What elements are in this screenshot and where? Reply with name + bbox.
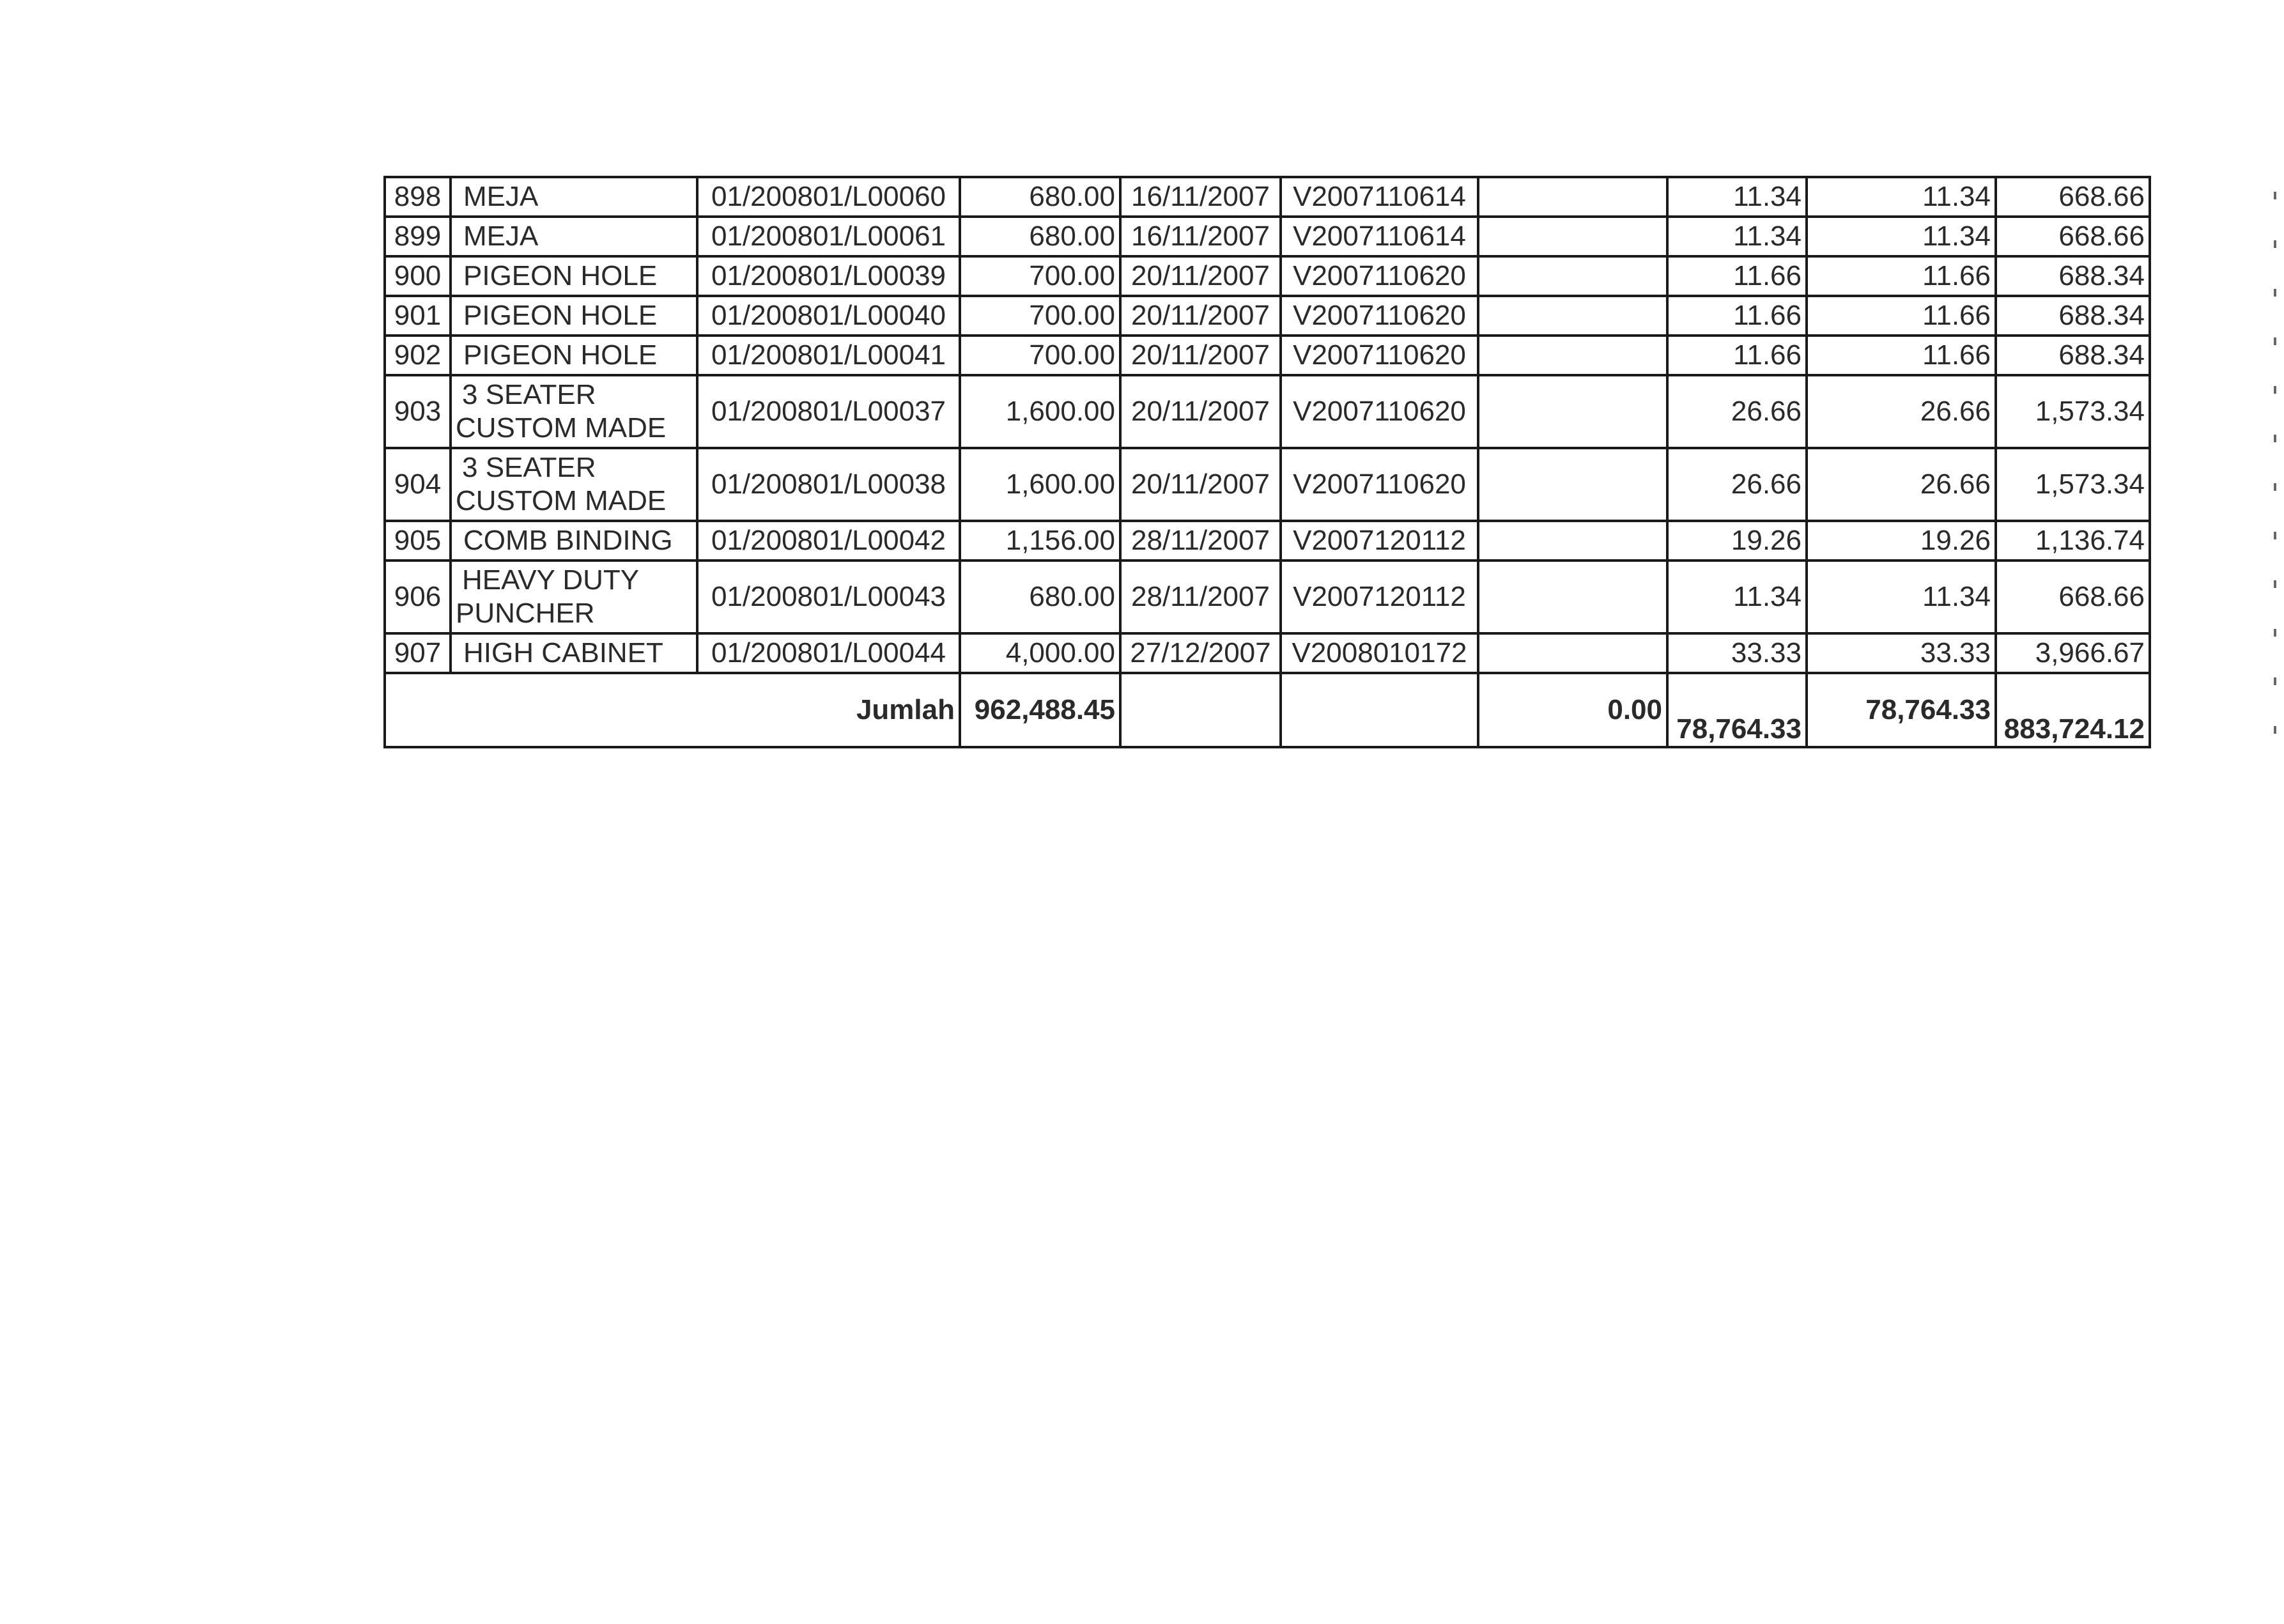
asset-code: 01/200801/L00040 bbox=[697, 296, 960, 336]
net-book-value: 1,573.34 bbox=[1996, 375, 2150, 448]
depreciation-current: 11.66 bbox=[1667, 296, 1807, 336]
scan-edge-marks bbox=[2274, 192, 2278, 767]
asset-description: MEJA bbox=[451, 177, 697, 217]
depreciation-current: 11.34 bbox=[1667, 217, 1807, 256]
row-number: 905 bbox=[385, 521, 451, 561]
depreciation-current: 26.66 bbox=[1667, 375, 1807, 448]
empty-cell bbox=[1281, 673, 1478, 747]
cost-value: 700.00 bbox=[960, 296, 1120, 336]
empty-cell bbox=[1478, 177, 1667, 217]
asset-description bbox=[451, 561, 697, 633]
purchase-date: 20/11/2007 bbox=[1120, 375, 1281, 448]
voucher-number: V2007110614 bbox=[1281, 217, 1478, 256]
asset-description: COMB BINDING bbox=[451, 521, 697, 561]
asset-description bbox=[451, 375, 697, 448]
purchase-date: 20/11/2007 bbox=[1120, 336, 1281, 375]
row-number: 900 bbox=[385, 256, 451, 296]
row-number: 907 bbox=[385, 633, 451, 673]
depreciation-accumulated: 19.26 bbox=[1807, 521, 1996, 561]
voucher-number: V2008010172 bbox=[1281, 633, 1478, 673]
depreciation-accumulated: 11.66 bbox=[1807, 336, 1996, 375]
depreciation-accumulated: 33.33 bbox=[1807, 633, 1996, 673]
asset-code: 01/200801/L00061 bbox=[697, 217, 960, 256]
voucher-number: V2007120112 bbox=[1281, 521, 1478, 561]
asset-description: PIGEON HOLE bbox=[451, 296, 697, 336]
voucher-number: V2007120112 bbox=[1281, 561, 1478, 633]
table-row bbox=[385, 633, 2150, 673]
asset-description bbox=[451, 448, 697, 521]
ledger-body bbox=[385, 177, 2150, 747]
table-row bbox=[385, 217, 2150, 256]
row-number: 901 bbox=[385, 296, 451, 336]
net-book-value: 688.34 bbox=[1996, 296, 2150, 336]
table-row bbox=[385, 561, 2150, 633]
asset-code: 01/200801/L00041 bbox=[697, 336, 960, 375]
total-net-book-value: 883,724.12 bbox=[1996, 673, 2150, 747]
totals-label: Jumlah bbox=[385, 673, 960, 747]
purchase-date: 20/11/2007 bbox=[1120, 256, 1281, 296]
asset-code: 01/200801/L00060 bbox=[697, 177, 960, 217]
empty-cell bbox=[1478, 633, 1667, 673]
row-number: 899 bbox=[385, 217, 451, 256]
cost-value: 1,600.00 bbox=[960, 375, 1120, 448]
depreciation-accumulated: 11.34 bbox=[1807, 217, 1996, 256]
voucher-number: V2007110620 bbox=[1281, 336, 1478, 375]
asset-description-line: 3 SEATER bbox=[462, 452, 596, 483]
voucher-number: V2007110620 bbox=[1281, 375, 1478, 448]
purchase-date: 28/11/2007 bbox=[1120, 521, 1281, 561]
row-number: 906 bbox=[385, 561, 451, 633]
cost-value: 680.00 bbox=[960, 217, 1120, 256]
depreciation-current: 11.34 bbox=[1667, 177, 1807, 217]
asset-description-line: CUSTOM MADE bbox=[456, 485, 667, 516]
asset-code: 01/200801/L00044 bbox=[697, 633, 960, 673]
net-book-value: 3,966.67 bbox=[1996, 633, 2150, 673]
net-book-value: 688.34 bbox=[1996, 256, 2150, 296]
row-number: 904 bbox=[385, 448, 451, 521]
asset-description: MEJA bbox=[451, 217, 697, 256]
totals-row bbox=[385, 673, 2150, 747]
empty-cell bbox=[1120, 673, 1281, 747]
depreciation-current: 33.33 bbox=[1667, 633, 1807, 673]
total-depreciation-current: 78,764.33 bbox=[1667, 673, 1807, 747]
table-row bbox=[385, 448, 2150, 521]
purchase-date: 16/11/2007 bbox=[1120, 217, 1281, 256]
net-book-value: 668.66 bbox=[1996, 217, 2150, 256]
cost-value: 680.00 bbox=[960, 177, 1120, 217]
row-number: 898 bbox=[385, 177, 451, 217]
cost-value: 680.00 bbox=[960, 561, 1120, 633]
asset-description: PIGEON HOLE bbox=[451, 336, 697, 375]
depreciation-accumulated: 11.34 bbox=[1807, 561, 1996, 633]
net-book-value: 668.66 bbox=[1996, 177, 2150, 217]
depreciation-accumulated: 26.66 bbox=[1807, 375, 1996, 448]
asset-ledger-sheet bbox=[383, 176, 2149, 748]
asset-ledger-table bbox=[383, 176, 2151, 748]
cost-value: 1,156.00 bbox=[960, 521, 1120, 561]
asset-code: 01/200801/L00037 bbox=[697, 375, 960, 448]
depreciation-current: 11.66 bbox=[1667, 336, 1807, 375]
net-book-value: 688.34 bbox=[1996, 336, 2150, 375]
empty-cell bbox=[1478, 336, 1667, 375]
asset-code: 01/200801/L00038 bbox=[697, 448, 960, 521]
asset-description-line: HEAVY DUTY bbox=[462, 564, 640, 596]
cost-value: 4,000.00 bbox=[960, 633, 1120, 673]
row-number: 902 bbox=[385, 336, 451, 375]
asset-description: HIGH CABINET bbox=[451, 633, 697, 673]
purchase-date: 16/11/2007 bbox=[1120, 177, 1281, 217]
total-depreciation-accumulated: 78,764.33 bbox=[1807, 673, 1996, 747]
cost-value: 1,600.00 bbox=[960, 448, 1120, 521]
depreciation-accumulated: 11.34 bbox=[1807, 177, 1996, 217]
depreciation-current: 26.66 bbox=[1667, 448, 1807, 521]
purchase-date: 20/11/2007 bbox=[1120, 296, 1281, 336]
depreciation-current: 11.34 bbox=[1667, 561, 1807, 633]
voucher-number: V2007110620 bbox=[1281, 256, 1478, 296]
asset-code: 01/200801/L00042 bbox=[697, 521, 960, 561]
table-row bbox=[385, 375, 2150, 448]
total-cost: 962,488.45 bbox=[960, 673, 1120, 747]
total-zero: 0.00 bbox=[1478, 673, 1667, 747]
depreciation-current: 19.26 bbox=[1667, 521, 1807, 561]
empty-cell bbox=[1478, 256, 1667, 296]
net-book-value: 1,136.74 bbox=[1996, 521, 2150, 561]
purchase-date: 20/11/2007 bbox=[1120, 448, 1281, 521]
cost-value: 700.00 bbox=[960, 336, 1120, 375]
depreciation-current: 11.66 bbox=[1667, 256, 1807, 296]
net-book-value: 668.66 bbox=[1996, 561, 2150, 633]
table-row bbox=[385, 521, 2150, 561]
asset-description-line: PUNCHER bbox=[456, 598, 595, 629]
voucher-number: V2007110620 bbox=[1281, 448, 1478, 521]
cost-value: 700.00 bbox=[960, 256, 1120, 296]
table-row bbox=[385, 336, 2150, 375]
net-book-value: 1,573.34 bbox=[1996, 448, 2150, 521]
purchase-date: 27/12/2007 bbox=[1120, 633, 1281, 673]
empty-cell bbox=[1478, 521, 1667, 561]
asset-description-line: 3 SEATER bbox=[462, 379, 596, 410]
voucher-number: V2007110620 bbox=[1281, 296, 1478, 336]
row-number: 903 bbox=[385, 375, 451, 448]
purchase-date: 28/11/2007 bbox=[1120, 561, 1281, 633]
voucher-number: V2007110614 bbox=[1281, 177, 1478, 217]
empty-cell bbox=[1478, 296, 1667, 336]
asset-description: PIGEON HOLE bbox=[451, 256, 697, 296]
table-row bbox=[385, 177, 2150, 217]
empty-cell bbox=[1478, 561, 1667, 633]
depreciation-accumulated: 11.66 bbox=[1807, 256, 1996, 296]
empty-cell bbox=[1478, 217, 1667, 256]
depreciation-accumulated: 26.66 bbox=[1807, 448, 1996, 521]
depreciation-accumulated: 11.66 bbox=[1807, 296, 1996, 336]
asset-code: 01/200801/L00039 bbox=[697, 256, 960, 296]
asset-description-line: CUSTOM MADE bbox=[456, 412, 667, 444]
asset-code: 01/200801/L00043 bbox=[697, 561, 960, 633]
empty-cell bbox=[1478, 448, 1667, 521]
table-row bbox=[385, 296, 2150, 336]
empty-cell bbox=[1478, 375, 1667, 448]
table-row bbox=[385, 256, 2150, 296]
